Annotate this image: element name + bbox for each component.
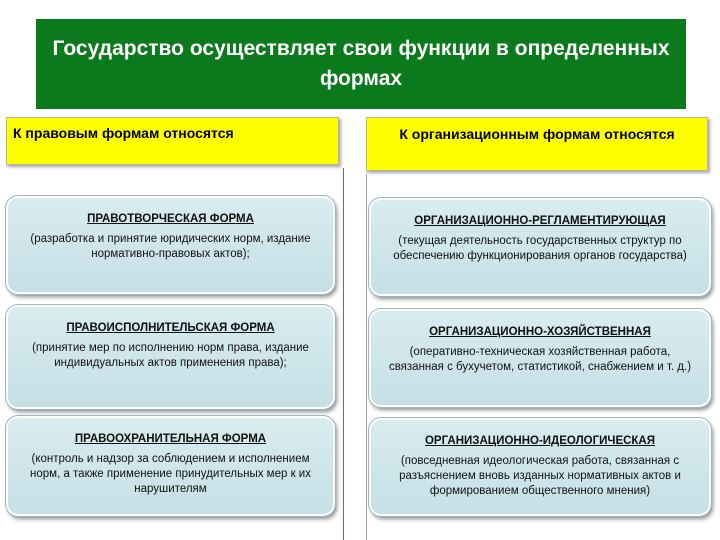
card-description: (принятие мер по исполнению норм права, издание индивидуальных актов применения права);	[32, 342, 309, 369]
card-description: (контроль и надзор за соблюдением и исполнением норм, а также применение принудительных мер к их нарушителям	[30, 453, 311, 495]
page-title: Государство осуществляет свои функции в определенных формах	[36, 19, 686, 109]
legal-forms-header: К правовым формам относятся	[6, 117, 339, 165]
card-title: ПРАВОИСПОЛНИТЕЛЬСКАЯ ФОРМА	[66, 322, 275, 334]
card-title: ОРГАНИЗАЦИОННО-ИДЕОЛОГИЧЕСКАЯ	[424, 435, 656, 447]
card-title: ОРГАНИЗАЦИОННО-РЕГЛАМЕНТИРУЮЩАЯ	[414, 215, 666, 227]
right-column-divider	[366, 172, 708, 173]
organizational-ideological-form-card	[369, 418, 711, 516]
law-protection-form-card	[6, 416, 335, 516]
card-title: ПРАВООХРАНИТЕЛЬНАЯ ФОРМА	[74, 433, 267, 445]
card-description: (оперативно-техническая хозяйственная работа, связанная с бухучетом, статистикой, снабжением и т. д.)	[388, 346, 692, 373]
law-enforcement-execution-form-card	[6, 305, 335, 409]
card-title: ПРАВОТВОРЧЕСКАЯ ФОРМА	[87, 213, 254, 225]
organizational-economic-form-card	[369, 309, 711, 407]
lawmaking-form-card	[6, 196, 335, 294]
card-description: (повседневная идеологическая работа, связанная с разъяснением вновь изданных нормативных актов и формированием общественного мнения)	[399, 455, 681, 497]
right-column-border	[366, 174, 367, 540]
card-title: ОРГАНИЗАЦИОННО-ХОЗЯЙСТВЕННАЯ	[429, 326, 651, 338]
organizational-regulatory-form-card	[369, 198, 711, 296]
organizational-forms-header: К организационным формам относятся	[366, 117, 708, 171]
card-description: (текущая деятельность государственных структур по обеспечению функционирования органов государства)	[393, 235, 687, 262]
left-column-divider	[6, 166, 339, 167]
card-description: (разработка и принятие юридических норм, издание нормативно-правовых актов);	[30, 233, 311, 260]
left-column-border	[343, 168, 344, 540]
